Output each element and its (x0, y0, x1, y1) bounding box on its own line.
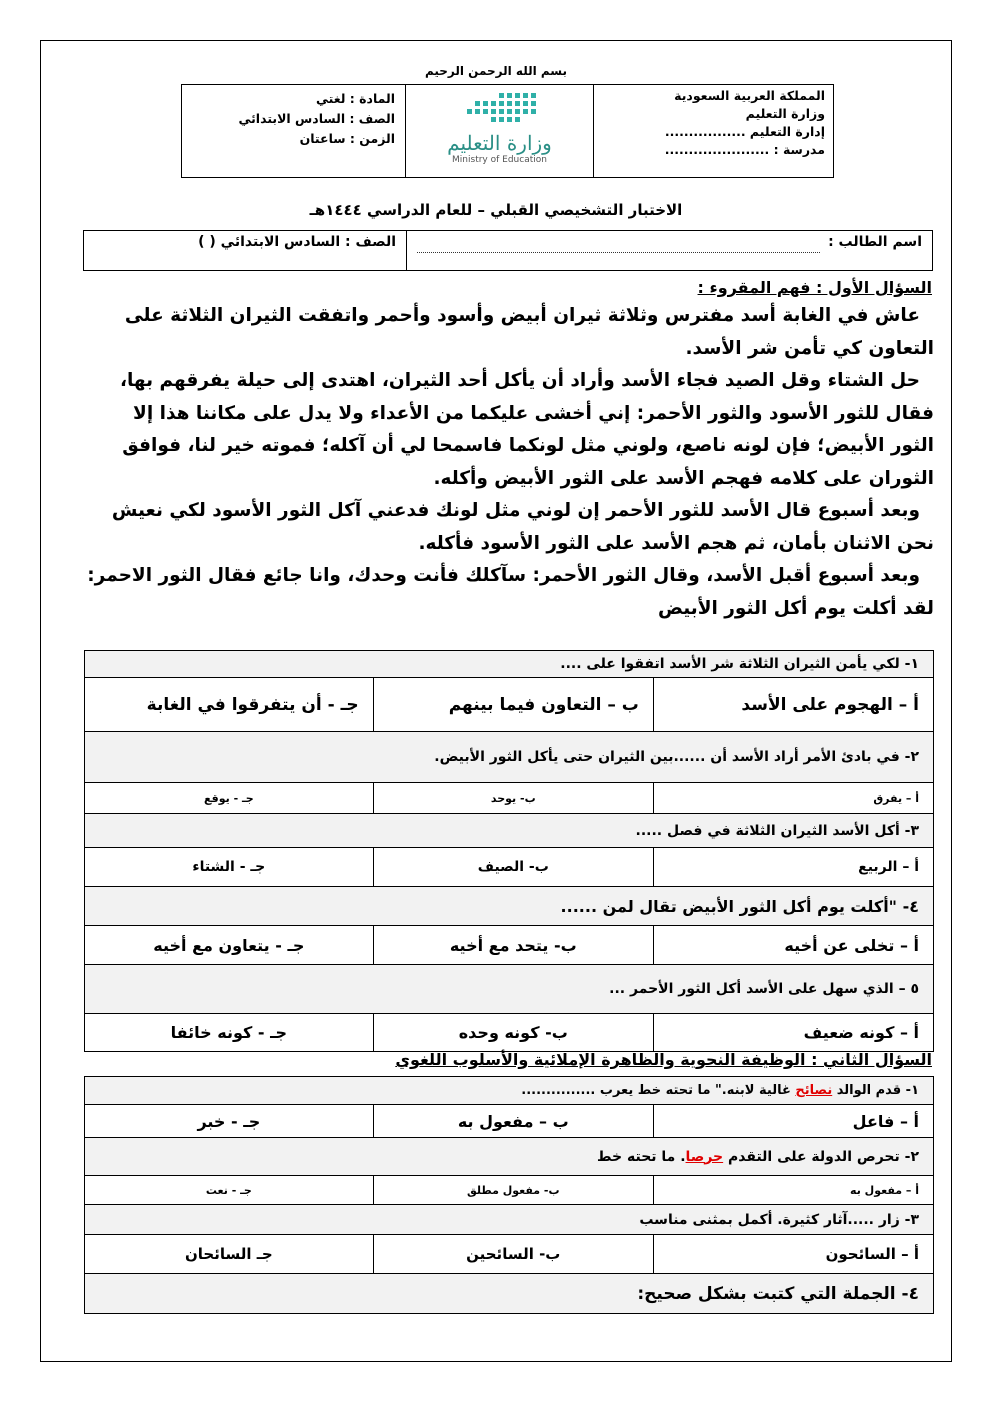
option-cell[interactable]: ب- كونه وحده (373, 1014, 653, 1052)
table-row (85, 887, 934, 926)
option-cell[interactable]: جـ - يتعاون مع أخيه (85, 926, 374, 965)
option-cell[interactable]: ب- مفعول مطلق (373, 1176, 653, 1205)
option-cell[interactable]: ب – التعاون فيما بينهم (373, 678, 653, 732)
question-stem: ١- لكي يأمن الثيران الثلاثة شر الأسد اتفقوا على .... (85, 651, 934, 678)
option-cell[interactable]: أ – السائحون (653, 1235, 933, 1274)
question-stem: ٤- الجملة التي كتبت بشكل صحيح: (85, 1274, 934, 1314)
table-row (85, 678, 934, 732)
question-stem: ٤- "أكلت يوم أكل الثور الأبيض تقال لمن ...... (85, 887, 934, 926)
header-ministry-name: وزارة التعليم (745, 106, 825, 121)
option-cell[interactable]: أ – الهجوم على الأسد (653, 678, 933, 732)
question-stem: ٢- في بادئ الأمر أراد الأسد أن ......بين الثيران حتى يأكل الثور الأبيض. (85, 732, 934, 783)
option-cell[interactable]: ب- السائحين (373, 1235, 653, 1274)
option-cell[interactable]: جـ - أن يتفرقوا في الغابة (85, 678, 374, 732)
underlined-word: نصائح (795, 1083, 833, 1098)
table-row (85, 732, 934, 783)
option-cell[interactable]: جـ - الشتاء (85, 848, 374, 887)
question-stem: ٣- زار .....آثار كثيرة. أكمل بمثنى مناسب (85, 1205, 934, 1235)
option-cell[interactable]: أ – تخلى عن أخيه (653, 926, 933, 965)
option-cell[interactable]: جـ - نعت (85, 1176, 374, 1205)
passage-paragraph: عاش في الغابة أسد مفترس وثلاثة ثيران أبيض وأسود وأحمر واتفقت الثيران الثلاثة على التعاون كي تأمن شر الأسد. (124, 305, 934, 359)
q2-heading: السؤال الثاني : الوظيفة النحوية والظاهرة الإملائية والأسلوب اللغوي (395, 1050, 932, 1069)
table-row (85, 1077, 934, 1105)
table-row (85, 926, 934, 965)
table-row (85, 1138, 934, 1176)
table-row (85, 1105, 934, 1138)
table-row (85, 1176, 934, 1205)
header-subject: المادة : لغتي (315, 91, 395, 106)
bismillah: بسم الله الرحمن الرحيم (424, 64, 568, 78)
option-cell[interactable]: أ – الربيع (653, 848, 933, 887)
ministry-logo (405, 85, 593, 177)
table-row (85, 1274, 934, 1314)
option-cell[interactable]: ب- يتحد مع أخيه (373, 926, 653, 965)
header-directorate: إدارة التعليم ................. (664, 124, 825, 139)
passage-paragraph: وبعد أسبوع أقبل الأسد، وقال الثور الأحمر: سآكلك فأنت وحدك، وانا جائع فقال الثور الاحمر: لقد أكلت يوم أكل الثور الأبيض (87, 565, 934, 619)
student-grade: الصف : السادس الابتدائي ( ) (198, 234, 396, 250)
option-cell[interactable]: أ – فاعل (653, 1105, 933, 1138)
q1-questions-table (84, 650, 934, 1052)
student-name-line[interactable] (417, 234, 820, 253)
header-school: مدرسة : ...................... (664, 142, 825, 157)
header-grade: الصف : السادس الابتدائي (238, 111, 395, 126)
q2-2-stem-start: ٢- تحرص الدولة على التقدم (723, 1148, 919, 1165)
header-kingdom: المملكة العربية السعودية (674, 88, 825, 103)
option-cell[interactable]: أ – مفعول به (653, 1176, 933, 1205)
question-stem (85, 1138, 934, 1176)
exam-title: الاختبار التشخيصي القبلي – للعام الدراسي ١٤٤٤هـ (309, 201, 683, 219)
header-table (181, 84, 834, 178)
option-cell[interactable]: أ – يفرق (653, 783, 933, 814)
table-row (85, 1014, 934, 1052)
q1-heading: السؤال الأول : فهم المقروء : (697, 278, 932, 297)
q2-1-stem-start: ١- قدم الوالد (832, 1083, 919, 1098)
table-row (85, 814, 934, 848)
student-name-label: اسم الطالب : (828, 234, 922, 250)
q2-2-stem-end: . ما تحته خط (597, 1148, 686, 1165)
passage-paragraph: وبعد أسبوع قال الأسد للثور الأحمر إن لوني مثل لونك فدعني آكل الثور الأسود لكي نعيش نحن الاثنان بأمان، ثم هجم الأسد على الثور الأسود فأكله. (111, 500, 934, 554)
table-row (85, 651, 934, 678)
header-subject-info (182, 85, 405, 177)
q2-1-stem-end: غالية لابنه." ما تحته خط يعرب ............... (521, 1083, 796, 1098)
table-row (85, 1205, 934, 1235)
table-row (85, 783, 934, 814)
option-cell[interactable]: ب- يوحد (373, 783, 653, 814)
underlined-word: حرصا (685, 1148, 724, 1165)
option-cell[interactable]: جـ - كونه خائفا (85, 1014, 374, 1052)
logo-english-text: Ministry of Education (452, 155, 547, 165)
option-cell[interactable]: ب – مفعول به (373, 1105, 653, 1138)
passage-paragraph: حل الشتاء وقل الصيد فجاء الأسد وأراد أن يأكل أحد الثيران، اهتدى إلى حيلة يفرقهم بها، فقال للثور الأسود والثور الأحمر: إني أخشى عليكما من الأعداء ولا يدل على مكاننا هذا إلا الثور الأبيض؛ فإن لونه ناصع، ولوني مثل لونكما فاسمحا لي أن آكله؛ فموته خير لنا، فوافق الثوران على كلامه فهجم الأسد على الثور الأبيض وأكله. (119, 370, 934, 489)
reading-passage (84, 300, 934, 625)
question-stem: ٥ – الذي سهل على الأسد أكل الثور الأحمر ... (85, 965, 934, 1014)
student-name-cell[interactable] (406, 231, 932, 270)
table-row (85, 848, 934, 887)
option-cell[interactable]: جـ - خبر (85, 1105, 374, 1138)
option-cell[interactable]: ب- الصيف (373, 848, 653, 887)
option-cell[interactable]: جـ السائحان (85, 1235, 374, 1274)
question-stem (85, 1077, 934, 1105)
student-info-box (83, 230, 933, 271)
logo-arabic-text: وزارة التعليم (447, 131, 552, 155)
question-stem: ٣- أكل الأسد الثيران الثلاثة في فصل ..... (85, 814, 934, 848)
option-cell[interactable]: جـ - يوقع (85, 783, 374, 814)
header-duration: الزمن : ساعتان (299, 131, 395, 146)
table-row (85, 965, 934, 1014)
q2-questions-table (84, 1076, 934, 1314)
table-row (85, 1235, 934, 1274)
header-ministry (593, 85, 833, 177)
option-cell[interactable]: أ – كونه ضعيف (653, 1014, 933, 1052)
